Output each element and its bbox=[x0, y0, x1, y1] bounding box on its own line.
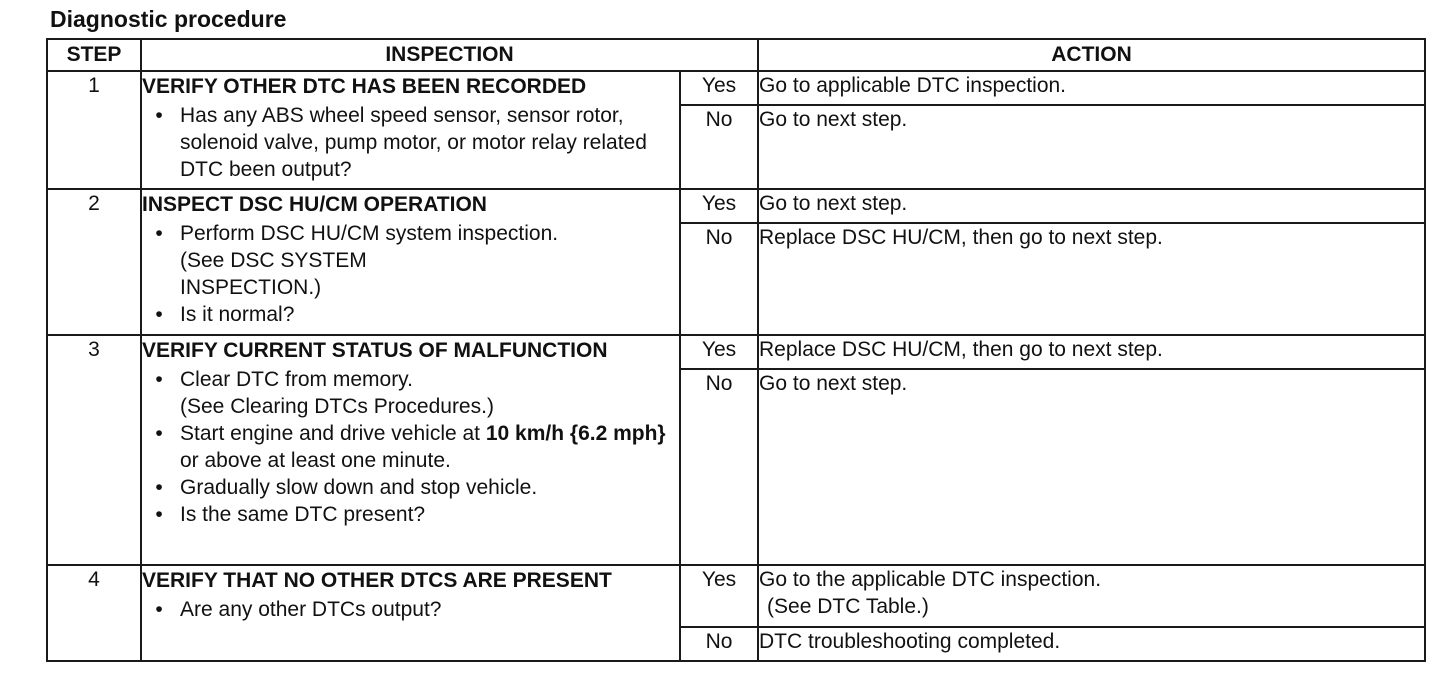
bullet-text-ref: INSPECTION.) bbox=[180, 276, 322, 299]
bullet-text: or above at least one minute. bbox=[180, 449, 451, 472]
no-label: No bbox=[680, 369, 758, 565]
yes-action bbox=[758, 565, 1425, 627]
list-item bbox=[142, 301, 679, 328]
yes-action-text: Go to the applicable DTC inspection. bbox=[759, 568, 1102, 591]
inspection-title: VERIFY CURRENT STATUS OF MALFUNCTION bbox=[142, 339, 608, 362]
yes-action: Replace DSC HU/CM, then go to next step. bbox=[758, 335, 1425, 369]
no-label: No bbox=[680, 223, 758, 335]
bullet-text: Is the same DTC present? bbox=[180, 503, 426, 526]
no-action: Go to next step. bbox=[758, 105, 1425, 189]
page-title: Diagnostic procedure bbox=[50, 6, 287, 32]
step-number: 1 bbox=[47, 71, 141, 189]
bullet-icon: • bbox=[155, 476, 163, 499]
bullet-icon: • bbox=[155, 104, 163, 127]
inspection-cell bbox=[141, 189, 680, 335]
yes-label: Yes bbox=[680, 335, 758, 369]
bullet-text: Has any ABS wheel speed sensor, sensor rotor, solenoid valve, pump motor, or motor relay related DTC been output? bbox=[180, 104, 647, 181]
no-label: No bbox=[680, 105, 758, 189]
no-action: Replace DSC HU/CM, then go to next step. bbox=[758, 223, 1425, 335]
table-row bbox=[47, 335, 1425, 369]
yes-label: Yes bbox=[680, 189, 758, 223]
inspection-title: VERIFY THAT NO OTHER DTCS ARE PRESENT bbox=[142, 569, 612, 592]
bullet-text: Perform DSC HU/CM system inspection. bbox=[180, 222, 559, 245]
yes-label: Yes bbox=[680, 565, 758, 627]
step-number: 3 bbox=[47, 335, 141, 565]
bullet-list bbox=[142, 102, 679, 183]
list-item bbox=[142, 420, 679, 474]
list-item bbox=[142, 102, 679, 183]
bullet-icon: • bbox=[155, 303, 163, 326]
header-step: STEP bbox=[47, 39, 141, 71]
bullet-icon: • bbox=[155, 503, 163, 526]
speed-value: 10 km/h {6.2 mph} bbox=[485, 422, 666, 445]
list-item bbox=[142, 501, 679, 528]
bullet-text: Clear DTC from memory. bbox=[180, 368, 413, 391]
header-row bbox=[47, 39, 1425, 71]
bullet-text: Is it normal? bbox=[180, 303, 295, 326]
yes-label: Yes bbox=[680, 71, 758, 105]
bullet-list bbox=[142, 220, 679, 328]
bullet-icon: • bbox=[155, 222, 163, 245]
inspection-cell bbox=[141, 71, 680, 189]
bullet-icon: • bbox=[155, 368, 163, 391]
inspection-title: VERIFY OTHER DTC HAS BEEN RECORDED bbox=[142, 75, 587, 98]
inspection-cell bbox=[141, 565, 680, 661]
list-item bbox=[142, 596, 679, 623]
inspection-cell bbox=[141, 335, 680, 565]
no-label: No bbox=[680, 627, 758, 661]
no-action: DTC troubleshooting completed. bbox=[758, 627, 1425, 661]
list-item bbox=[142, 220, 679, 301]
table-row bbox=[47, 565, 1425, 627]
bullet-text: Start engine and drive vehicle at bbox=[180, 422, 486, 445]
step-number: 4 bbox=[47, 565, 141, 661]
bullet-list bbox=[142, 596, 679, 623]
diagnostic-table bbox=[46, 38, 1426, 662]
yes-action-ref: (See DTC Table.) bbox=[767, 595, 929, 618]
bullet-text: Gradually slow down and stop vehicle. bbox=[180, 476, 538, 499]
bullet-text-ref: (See Clearing DTCs Procedures.) bbox=[180, 395, 494, 418]
no-action: Go to next step. bbox=[758, 369, 1425, 565]
list-item bbox=[142, 474, 679, 501]
yes-action: Go to applicable DTC inspection. bbox=[758, 71, 1425, 105]
yes-action: Go to next step. bbox=[758, 189, 1425, 223]
inspection-title: INSPECT DSC HU/CM OPERATION bbox=[142, 193, 487, 216]
header-inspection: INSPECTION bbox=[141, 39, 758, 71]
bullet-text-ref: (See DSC SYSTEM bbox=[180, 249, 367, 272]
step-number: 2 bbox=[47, 189, 141, 335]
bullet-list bbox=[142, 366, 679, 528]
table-row bbox=[47, 189, 1425, 223]
bullet-icon: • bbox=[155, 598, 163, 621]
bullet-icon: • bbox=[155, 422, 163, 445]
bullet-text: Are any other DTCs output? bbox=[180, 598, 442, 621]
header-action: ACTION bbox=[758, 39, 1425, 71]
list-item bbox=[142, 366, 679, 420]
table-row bbox=[47, 71, 1425, 105]
